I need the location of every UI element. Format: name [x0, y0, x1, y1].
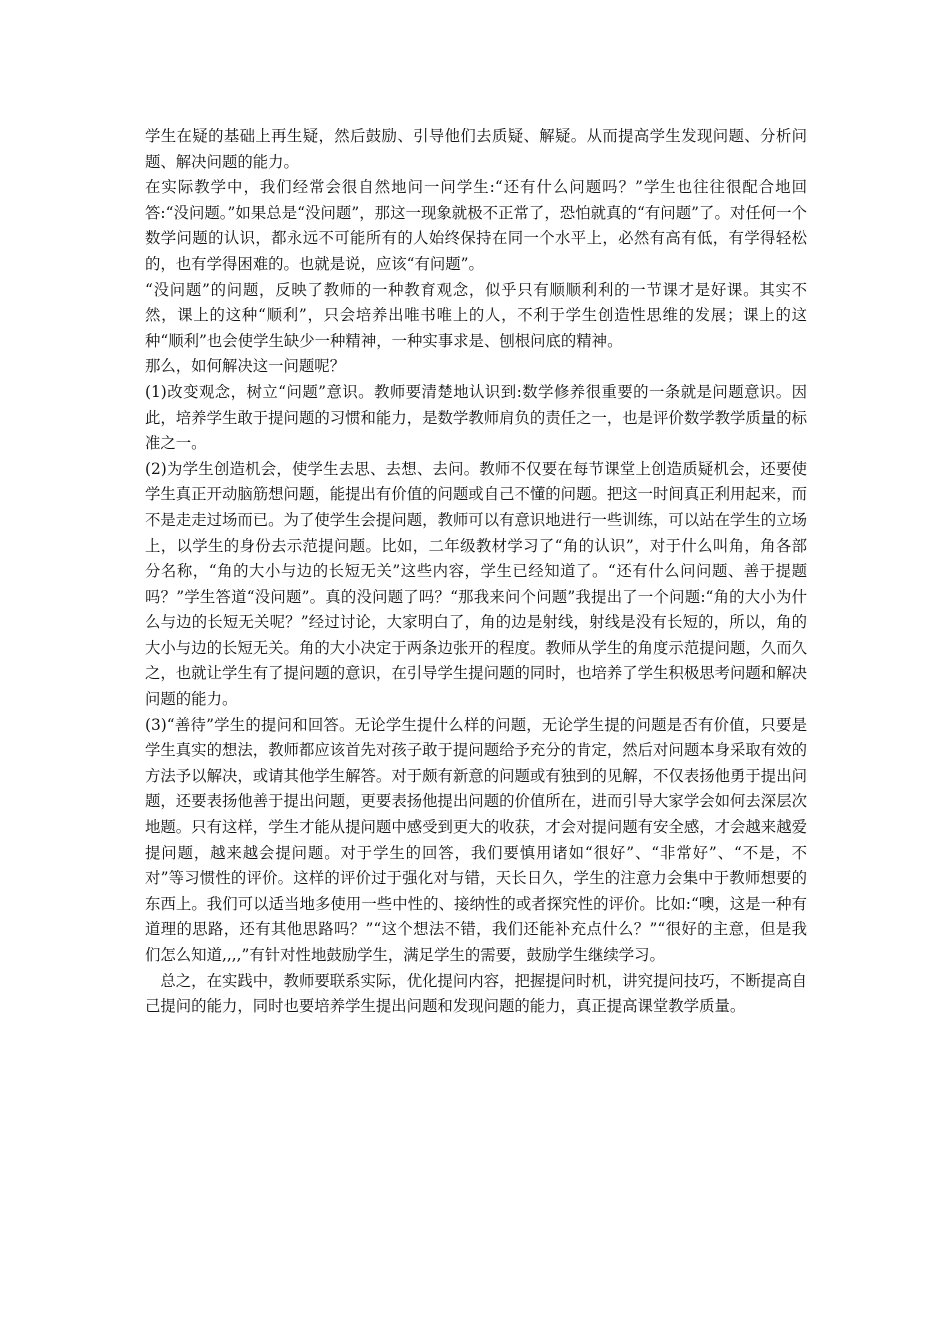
paragraph-point-2: (2)为学生创造机会，使学生去思、去想、去问。教师不仅要在每节课堂上创造质疑机会，还要使学生真正开动脑筋想问题，能提出有价值的问题或自己不懂的问题。把这一时间真正利用起来，而不是走走过场而已。为了使学生会提问题，教师可以有意识地进行一些训练，可以站在学生的立场上，以学生的身份去示范提问题。比如，二年级教材学习了“角的认识”，对于什么叫角，角各部分名称，“角的大小与边的长短无关”这些内容，学生已经知道了。“还有什么问问题、善于提题吗？”学生答道“没问题”。真的没问题了吗？“那我来问个问题”我提出了一个问题:“角的大小为什么与边的长短无关呢？”经过讨论，大家明白了，角的边是射线，射线是没有长短的，所以，角的大小与边的长短无关。角的大小决定于两条边张开的程度。教师从学生的角度示范提问题，久而久之，也就让学生有了提问题的意识，在引导学生提问题的同时，也培养了学生积极思考问题和解决问题的能力。	[145, 459, 807, 709]
paragraph-conclusion: 总之，在实践中，教师要联系实际，优化提问内容，把握提问时机，讲究提问技巧，不断提高自己提问的能力，同时也要培养学生提出问题和发现问题的能力，真正提高课堂教学质量。	[145, 971, 807, 1016]
paragraph-teaching-concept: “没问题”的问题，反映了教师的一种教育观念，似乎只有顺顺利利的一节课才是好课。其实不然，课上的这种“顺利”，只会培养出唯书唯上的人，不利于学生创造性思维的发展；课上的这种“顺利”也会使学生缺少一种精神，一种实事求是、刨根问底的精神。	[145, 280, 807, 350]
paragraph-no-questions: 在实际教学中，我们经常会很自然地问一问学生:“还有什么问题吗？”学生也往往很配合地回答:“没问题。”如果总是“没问题”，那这一现象就极不正常了，恐怕就真的“有问题”了。对任何一个数学问题的认识，都永远不可能所有的人始终保持在同一个水平上，必然有高有低，有学得轻松的，也有学得困难的。也就是说，应该“有问题”。	[145, 178, 807, 273]
document-body	[145, 124, 807, 1020]
paragraph-point-3: (3)“善待”学生的提问和回答。无论学生提什么样的问题，无论学生提的问题是否有价值，只要是学生真实的想法，教师都应该首先对孩子敢于提问题给予充分的肯定，然后对问题本身采取有效的方法予以解决，或请其他学生解答。对于颇有新意的问题或有独到的见解，不仅表扬他勇于提出问题，还要表扬他善于提出问题，更要表扬他提出问题的价值所在，进而引导大家学会如何去深层次地题。只有这样，学生才能从提问题中感受到更大的收获，才会对提问题有安全感，才会越来越爱提问题，越来越会提问题。对于学生的回答，我们要慎用诸如“很好”、“非常好”、“不是，不对”等习惯性的评价。这样的评价过于强化对与错，天长日久，学生的注意力会集中于教师想要的东西上。我们可以适当地多使用一些中性的、接纳性的或者探究性的评价。比如:“噢，这是一种有道理的思路，还有其他思路吗？”“这个想法不错，我们还能补充点什么？”“很好的主意，但是我们怎么知道,,,,”有针对性地鼓励学生，满足学生的需要，鼓励学生继续学习。	[145, 715, 807, 964]
paragraph-how-to-solve: 那么，如何解决这一问题呢？	[145, 357, 346, 376]
paragraph-point-1: (1)改变观念，树立“问题”意识。教师要清楚地认识到:数学修养很重要的一条就是问题意识。因此，培养学生敢于提问题的习惯和能力，是数学教师肩负的责任之一，也是评价数学教学质量的标准之一。	[145, 382, 807, 453]
paragraph-intro-continuation: 学生在疑的基础上再生疑，然后鼓励、引导他们去质疑、解疑。从而提高学生发现问题、分析问题、解决问题的能力。	[145, 127, 807, 171]
